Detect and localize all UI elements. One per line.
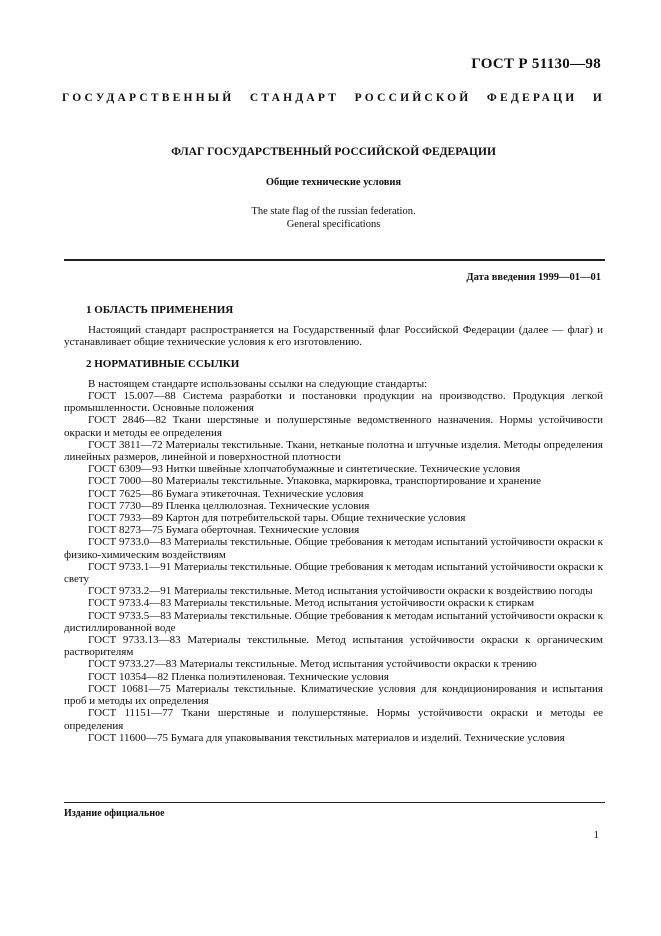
section-2-heading: 2 НОРМАТИВНЫЕ ССЫЛКИ <box>86 357 240 370</box>
reference-item: ГОСТ 8273—75 Бумага оберточная. Технические условия <box>88 524 360 537</box>
english-title <box>62 205 605 231</box>
reference-item: ГОСТ 11600—75 Бумага для упаковывания текстильных материалов и изделий. Технические условия <box>88 731 565 744</box>
reference-item: ГОСТ 7625—86 Бумага этикеточная. Технические условия <box>88 487 364 500</box>
organization-line: ГОСУДАРСТВЕННЫЙ СТАНДАРТ РОССИЙСКОЙ ФЕДЕРАЦИ И <box>62 92 605 104</box>
reference-item: ГОСТ 7933—89 Картон для потребительской тары. Общие технические условия <box>88 512 466 525</box>
page-number: 1 <box>593 829 599 841</box>
reference-item: ГОСТ 7000—80 Материалы текстильные. Упаковка, маркировка, транспортирование и хранение <box>88 475 541 488</box>
reference-item: ГОСТ 15.007—88 Система разработки и постановки продукции на производство. Продукция легкой промышленности. Основные положения <box>64 390 603 415</box>
reference-item: ГОСТ 7730—89 Пленка целлюлозная. Технические условия <box>88 499 370 512</box>
document-code: ГОСТ Р 51130—98 <box>471 56 601 72</box>
reference-item: ГОСТ 9733.0—83 Материалы текстильные. Общие требования к методам испытаний устойчивости окраски к физико-химическим воздействиям <box>64 536 603 561</box>
section-1-heading: 1 ОБЛАСТЬ ПРИМЕНЕНИЯ <box>86 304 234 316</box>
reference-item: ГОСТ 10681—75 Материалы текстильные. Климатические условия для кондиционирования и испытания проб и методы их определения <box>64 682 603 708</box>
document-body <box>64 304 603 744</box>
reference-item: ГОСТ 2846—82 Ткани шерстяные и полушерстяные ведомственного назначения. Нормы устойчивости окраски и методы ее определения <box>64 414 603 439</box>
english-title-line-1: The state flag of the russian federation. <box>251 206 416 217</box>
document-title: ФЛАГ ГОСУДАРСТВЕННЫЙ РОССИЙСКОЙ ФЕДЕРАЦИИ <box>171 146 496 158</box>
reference-item: ГОСТ 9733.5—83 Материалы текстильные. Общие требования к методам испытаний устойчивости окраски к дистиллированной воде <box>64 609 603 634</box>
introduction-date: Дата введения 1999—01—01 <box>466 272 601 283</box>
footer-divider <box>64 802 605 803</box>
reference-item: ГОСТ 10354—82 Пленка полиэтиленовая. Технические условия <box>88 670 389 683</box>
reference-item: ГОСТ 9733.1—91 Материалы текстильные. Общие требования к методам испытаний устойчивости окраски к свету <box>64 560 603 586</box>
document-subtitle: Общие технические условия <box>265 177 402 188</box>
reference-item: ГОСТ 9733.2—91 Материалы текстильные. Метод испытания устойчивости окраски к воздействию погоды <box>88 585 593 598</box>
reference-item: ГОСТ 11151—77 Ткани шерстяные и полушерстяные. Нормы устойчивости окраски и методы ее определения <box>64 707 603 732</box>
english-title-line-2: General specifications <box>286 219 381 230</box>
reference-item: ГОСТ 9733.27—83 Материалы текстильные. Метод испытания устойчивости окраски к трению <box>88 658 537 671</box>
reference-item: ГОСТ 3811—72 Материалы текстильные. Ткани, нетканые полотна и штучные изделия. Методы определения линейных размеров, линейной и поверхностной плотности <box>64 438 603 464</box>
header-divider <box>64 259 605 261</box>
section-2-intro: В настоящем стандарте использованы ссылки на следующие стандарты: <box>88 377 428 390</box>
reference-item: ГОСТ 6309—93 Нитки швейные хлопчатобумажные и синтетические. Технические условия <box>88 463 521 476</box>
reference-item: ГОСТ 9733.4—83 Материалы текстильные. Метод испытания устойчивости окраски к стиркам <box>88 597 535 610</box>
reference-item: ГОСТ 9733.13—83 Материалы текстильные. Метод испытания устойчивости окраски к органическим растворителям <box>64 634 603 659</box>
reference-list <box>64 390 603 744</box>
section-1-text: Настоящий стандарт распространяется на Государственный флаг Российской Федерации (далее — флаг) и устанавливает общие технические условия к его изготовлению. <box>64 324 603 349</box>
edition-label: Издание официальное <box>64 808 165 819</box>
